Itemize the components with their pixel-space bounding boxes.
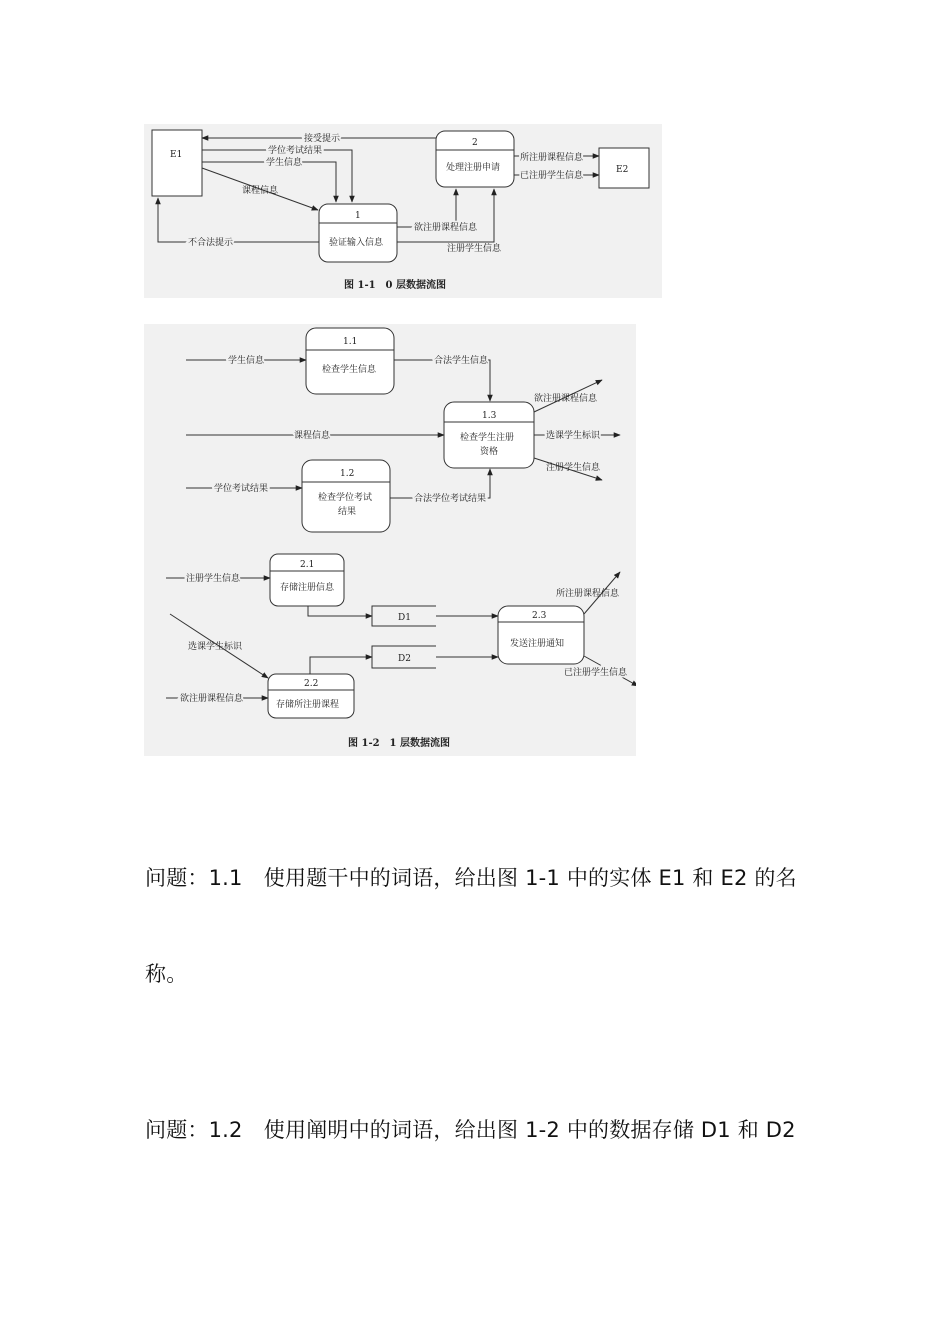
process-2-3-number: 2.3 — [532, 611, 547, 621]
process-1-2-label-1: 检查学位考试 — [318, 493, 373, 503]
figure-1-2-caption: 图 1-2 1 层数据流图 — [348, 738, 450, 749]
process-2-1-number: 2.1 — [300, 560, 315, 570]
process-1-3-number: 1.3 — [482, 411, 497, 421]
flow-registered-student: 已注册学生信息 — [564, 668, 628, 678]
flow-register-student-out: 注册学生信息 — [546, 463, 601, 473]
process-1-2-number: 1.2 — [340, 469, 355, 479]
flow-registered-course: 所注册课程信息 — [520, 153, 584, 163]
process-1-1-label: 检查学生信息 — [322, 365, 377, 375]
question-1-2-line-1: 问题：1.2 使用阐明中的词语，给出图 1-2 中的数据存储 D1 和 D2 — [145, 1118, 796, 1142]
flow-course-student-id-in: 选课学生标识 — [188, 642, 243, 652]
entity-e1-box — [152, 130, 202, 196]
flow-student-info: 学生信息 — [228, 356, 265, 366]
process-2-number: 2 — [472, 138, 478, 148]
process-2-label: 处理注册申请 — [446, 163, 501, 173]
process-1-3-label-2: 资格 — [480, 447, 499, 457]
figure-1-1-caption: 图 1-1 0 层数据流图 — [344, 280, 446, 291]
flow-registered-course: 所注册课程信息 — [556, 589, 620, 599]
flow-to-register-course: 欲注册课程信息 — [414, 223, 478, 233]
process-2-3-label: 发送注册通知 — [510, 639, 565, 649]
flow-degree-exam-result: 学位考试结果 — [268, 146, 323, 156]
store-d2-label: D2 — [398, 654, 411, 664]
flow-to-register-course-in: 欲注册课程信息 — [180, 694, 244, 704]
flow-student-info: 学生信息 — [266, 158, 303, 168]
flow-legal-degree-exam-result: 合法学位考试结果 — [414, 494, 487, 504]
process-1-3-label-1: 检查学生注册 — [460, 433, 515, 443]
process-1-number: 1 — [355, 211, 361, 221]
flow-to-register-course-out: 欲注册课程信息 — [534, 394, 598, 404]
question-1-1-line-2: 称。 — [145, 962, 188, 986]
flow-accept-hint: 接受提示 — [304, 134, 341, 144]
flow-illegal-hint: 不合法提示 — [188, 238, 234, 248]
entity-e1-label: E1 — [170, 150, 183, 160]
flow-course-info: 课程信息 — [242, 186, 279, 196]
flow-course-student-id-out: 选课学生标识 — [546, 431, 601, 441]
figure-1-2-level1-dfd — [144, 324, 636, 756]
flow-legal-student-info: 合法学生信息 — [434, 356, 489, 366]
flow-registered-student: 已注册学生信息 — [520, 171, 584, 181]
flow-register-student: 注册学生信息 — [447, 244, 502, 254]
entity-e2-label: E2 — [616, 165, 629, 175]
process-1-1-number: 1.1 — [343, 337, 358, 347]
flow-course-info: 课程信息 — [294, 431, 331, 441]
process-1-2-label-2: 结果 — [338, 507, 357, 517]
process-2-2-label: 存储所注册课程 — [276, 700, 340, 710]
flow-degree-exam-result: 学位考试结果 — [214, 484, 269, 494]
store-d1-label: D1 — [398, 613, 411, 623]
process-2-2-number: 2.2 — [304, 679, 319, 689]
figure-1-1-level0-dfd — [144, 124, 662, 298]
flow-register-student-in: 注册学生信息 — [186, 574, 241, 584]
question-1-1-line-1: 问题：1.1 使用题干中的词语，给出图 1-1 中的实体 E1 和 E2 的名 — [145, 866, 797, 890]
process-1-label: 验证输入信息 — [329, 238, 384, 248]
process-2-1-label: 存储注册信息 — [280, 583, 335, 593]
